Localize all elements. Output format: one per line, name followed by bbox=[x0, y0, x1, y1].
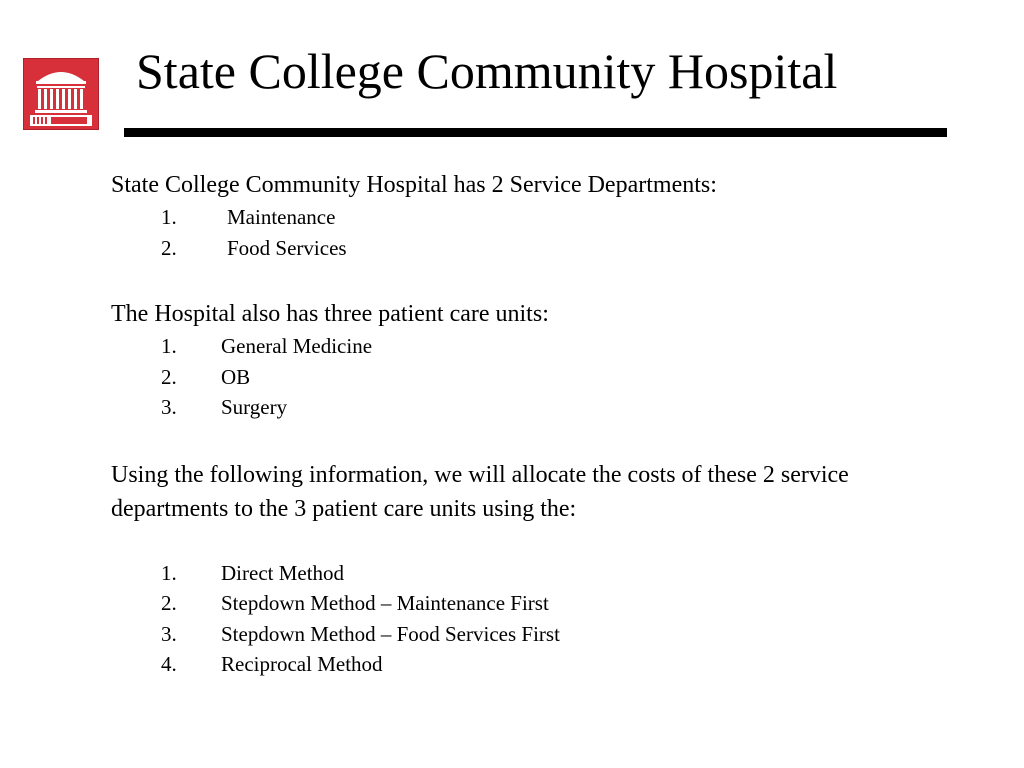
list-label: Food Services bbox=[227, 235, 347, 260]
list-number: 3. bbox=[161, 621, 177, 646]
list-number: 1. bbox=[161, 334, 177, 358]
list-item bbox=[161, 619, 911, 650]
list-label: Stepdown Method – Maintenance First bbox=[221, 591, 549, 615]
list-label: OB bbox=[221, 364, 251, 389]
list-number: 1. bbox=[161, 560, 177, 585]
slide-body bbox=[111, 168, 911, 680]
slide-title: State College Community Hospital bbox=[136, 43, 838, 99]
list-label: General Medicine bbox=[221, 334, 373, 358]
list-number: 4. bbox=[161, 652, 177, 676]
list-item bbox=[161, 362, 911, 393]
list-label: Maintenance bbox=[227, 205, 336, 229]
title-underline bbox=[124, 128, 947, 137]
service-departments-intro: State College Community Hospital has 2 Service Departments: bbox=[111, 172, 717, 198]
list-number: 2. bbox=[161, 364, 177, 389]
list-number: 2. bbox=[161, 591, 177, 615]
allocation-methods-intro: Using the following information, we will allocate the costs of these 2 service departments to the 3 patient care units using the: bbox=[111, 461, 849, 522]
list-number: 2. bbox=[161, 235, 177, 260]
allocation-methods-list bbox=[161, 558, 911, 680]
list-item bbox=[161, 588, 911, 619]
list-item bbox=[161, 392, 911, 423]
list-item bbox=[161, 558, 911, 589]
list-item bbox=[161, 331, 911, 362]
dome-building-icon bbox=[24, 59, 98, 129]
patient-care-units-intro: The Hospital also has three patient care units: bbox=[111, 301, 549, 327]
list-label: Stepdown Method – Food Services First bbox=[221, 621, 560, 646]
list-label: Surgery bbox=[221, 395, 288, 419]
list-item bbox=[161, 202, 911, 233]
list-label: Reciprocal Method bbox=[221, 652, 383, 676]
service-departments-list bbox=[161, 202, 911, 263]
mit-sloan-logo bbox=[23, 58, 99, 130]
list-number: 3. bbox=[161, 395, 177, 419]
list-item bbox=[161, 649, 911, 680]
list-number: 1. bbox=[161, 205, 177, 229]
list-label: Direct Method bbox=[221, 560, 345, 585]
patient-care-units-list bbox=[161, 331, 911, 423]
list-item bbox=[161, 233, 911, 264]
